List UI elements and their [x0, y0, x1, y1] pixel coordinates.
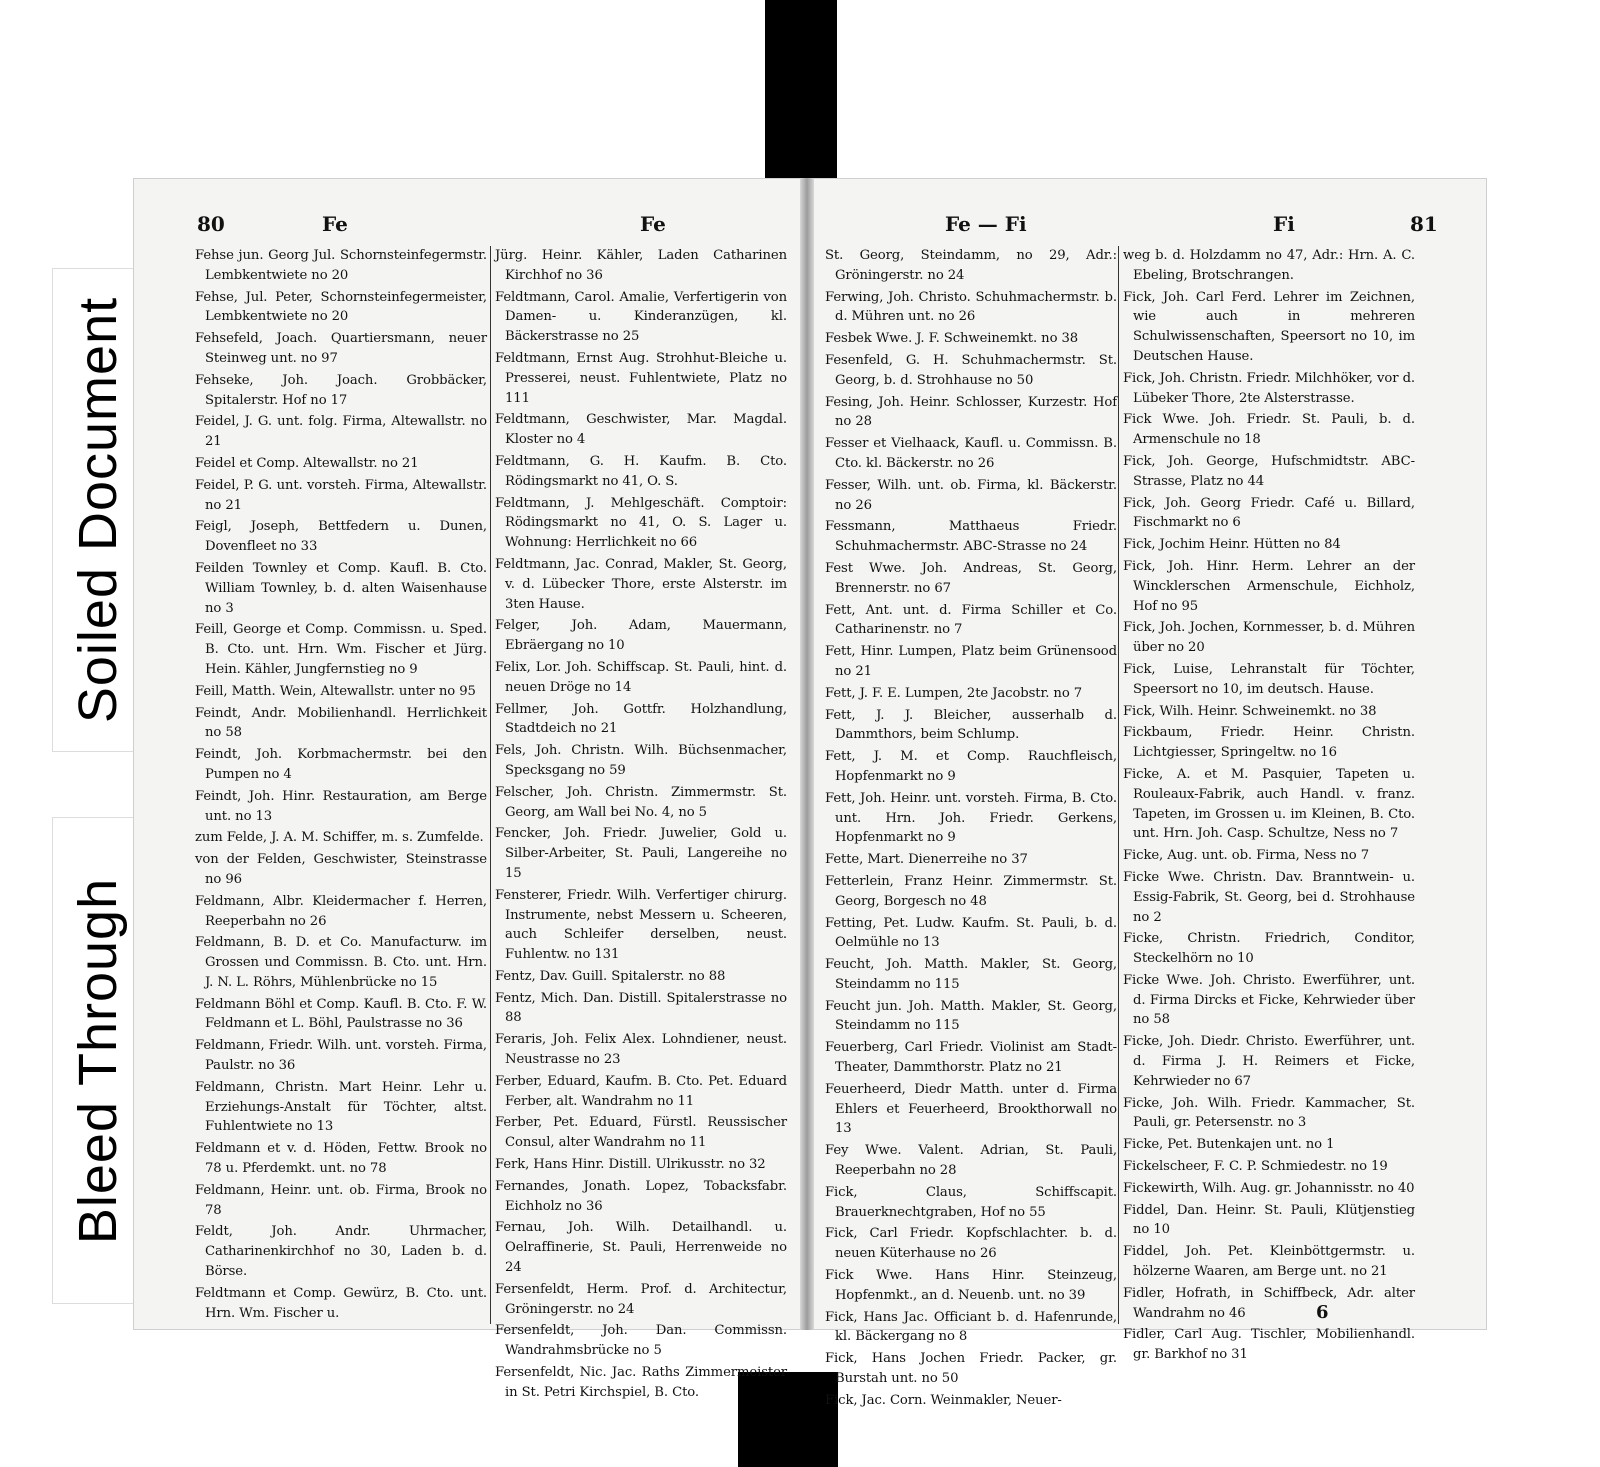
directory-entry: Feldt, Joh. Andr. Uhrmacher, Catharinenkirchhof no 30, Laden b. d. Börse. — [195, 1224, 487, 1280]
directory-entry: Fick, Hans Jochen Friedr. Packer, gr. Burstah unt. no 50 — [825, 1351, 1117, 1387]
directory-entry: Feucht, Joh. Matth. Makler, St. Georg, Steindamm no 115 — [825, 957, 1117, 992]
directory-entry: Feldtmann, Geschwister, Mar. Magdal. Kloster no 4 — [495, 412, 787, 448]
directory-entry: Fencker, Joh. Friedr. Juwelier, Gold u. Silber-Arbeiter, St. Pauli, Langereihe no 15 — [495, 826, 787, 881]
directory-entry: Ficke, Aug. unt. ob. Firma, Ness no 7 — [1123, 848, 1370, 864]
directory-entry: Fett, Ant. unt. d. Firma Schiller et Co. Catharinenstr. no 7 — [825, 602, 1117, 638]
directory-entry: Fick, Joh. Hinr. Herm. Lehrer an der Wincklerschen Armenschule, Eichholz, Hof no 95 — [1123, 558, 1415, 614]
directory-entry: Fernandes, Jonath. Lopez, Tobacksfabr. Eichholz no 36 — [495, 1178, 787, 1214]
directory-entry: Feindt, Andr. Mobilienhandl. Herrlichkeit no 58 — [195, 705, 487, 741]
directory-entry: Fick, Jochim Heinr. Hütten no 84 — [1123, 537, 1341, 553]
directory-entry: Felger, Joh. Adam, Mauermann, Ebräergang no 10 — [495, 618, 787, 654]
directory-entry: Feindt, Joh. Hinr. Restauration, am Berge unt. no 13 — [195, 788, 487, 824]
directory-entry: Fensterer, Friedr. Wilh. Verfertiger chirurg. Instrumente, nebst Messern u. Scheeren, auch Schleifer derselben, neust. Fuhlentw. no 131 — [495, 887, 787, 963]
directory-entry: Feuerheerd, Diedr Matth. unter d. Firma Ehlers et Feuerheerd, Brookthorwall no 13 — [825, 1081, 1117, 1137]
directory-entry: Fickelscheer, F. C. P. Schmiedestr. no 19 — [1123, 1159, 1388, 1175]
right-page-column-2 — [1123, 246, 1415, 1363]
directory-entry: Fiddel, Joh. Pet. Kleinböttgermstr. u. hölzerne Waaren, am Berge unt. no 21 — [1123, 1244, 1415, 1280]
directory-entry: Feldmann et v. d. Höden, Fettw. Brook no 78 u. Pferdemkt. unt. no 78 — [195, 1141, 487, 1177]
directory-entry: Fiddel, Dan. Heinr. St. Pauli, Klütjenstieg no 10 — [1123, 1202, 1415, 1238]
directory-entry: Fersenfeldt, Herm. Prof. d. Architectur, Gröningerstr. no 24 — [495, 1281, 787, 1317]
directory-entry: Fick, Wilh. Heinr. Schweinemkt. no 38 — [1123, 703, 1377, 719]
directory-entry: Feigl, Joseph, Bettfedern u. Dunen, Dovenfleet no 33 — [195, 519, 487, 555]
right-page-number: 81 — [1410, 212, 1438, 236]
directory-entry: Ferwing, Joh. Christo. Schuhmachermstr. b. d. Mühren unt. no 26 — [825, 289, 1117, 325]
directory-entry: Fick, Jac. Corn. Weinmakler, Neuer- — [825, 1392, 1062, 1408]
directory-entry: Ferber, Eduard, Kaufm. B. Cto. Pet. Eduard Ferber, alt. Wandrahm no 11 — [495, 1073, 787, 1109]
directory-entry: Fesenfeld, G. H. Schuhmachermstr. St. Georg, b. d. Strohhause no 50 — [825, 352, 1117, 388]
directory-entry: Feldtmann, J. Mehlgeschäft. Comptoir: Rödingsmarkt no 41, O. S. Lager u. Wohnung: Herrlichkeit no 66 — [495, 495, 787, 551]
directory-entry: Fick, Joh. Georg Friedr. Café u. Billard, Fischmarkt no 6 — [1123, 495, 1415, 531]
directory-entry: Feucht jun. Joh. Matth. Makler, St. Georg, Steindamm no 115 — [825, 998, 1117, 1034]
directory-entry: Feldtmann, Carol. Amalie, Verfertigerin von Damen- u. Kinderanzügen, kl. Bäckerstrasse no 25 — [495, 289, 787, 345]
directory-entry: Feidel, P. G. unt. vorsteh. Firma, Altewallstr. no 21 — [195, 477, 487, 513]
left-page-number: 80 — [197, 212, 225, 236]
directory-entry: Feuerberg, Carl Friedr. Violinist am Stadt-Theater, Dammthorstr. Platz no 21 — [825, 1040, 1117, 1076]
directory-entry: Fentz, Dav. Guill. Spitalerstr. no 88 — [495, 968, 726, 984]
left-page-column-2 — [495, 246, 787, 1400]
soiled-document-label — [52, 268, 144, 752]
directory-entry: Fick, Joh. Christn. Friedr. Milchhöker, vor d. Lübeker Thore, 2te Alsterstrasse. — [1123, 370, 1415, 406]
directory-entry: Ficke, A. et M. Pasquier, Tapeten u. Rouleaux-Fabrik, auch Handl. v. franz. Tapeten, im Grossen u. im Kleinen, B. Cto. unt. Hrn. Joh. Casp. Schultze, Ness no 7 — [1123, 766, 1415, 842]
directory-entry: Fidler, Hofrath, in Schiffbeck, Adr. alter Wandrahm no 46 — [1123, 1285, 1415, 1321]
right-col2-header: Fi — [1273, 212, 1295, 236]
directory-entry: Fett, J. M. et Comp. Rauchfleisch, Hopfenmarkt no 9 — [825, 749, 1117, 784]
bleed-through-label — [52, 817, 144, 1304]
directory-entry: Fey Wwe. Valent. Adrian, St. Pauli, Reeperbahn no 28 — [825, 1143, 1117, 1179]
left-col2-header: Fe — [640, 212, 666, 236]
left-col1-header: Fe — [322, 212, 348, 236]
directory-entry: Fehse jun. Georg Jul. Schornsteinfegermstr. Lembkentwiete no 20 — [195, 248, 487, 283]
directory-entry: Fentz, Mich. Dan. Distill. Spitalerstrasse no 88 — [495, 990, 787, 1026]
directory-entry: Feldmann Böhl et Comp. Kaufl. B. Cto. F. W. Feldmann et L. Böhl, Paulstrasse no 36 — [195, 996, 487, 1032]
directory-entry: Feilden Townley et Comp. Kaufl. B. Cto. William Townley, b. d. alten Waisenhause no 3 — [195, 560, 487, 616]
left-page-column-1 — [195, 246, 487, 1324]
directory-entry: Fick, Joh. George, Hufschmidtstr. ABC-Strasse, Platz no 44 — [1123, 453, 1415, 489]
directory-entry: Feldmann, Heinr. unt. ob. Firma, Brook no 78 — [195, 1182, 487, 1218]
directory-entry: Fehseke, Joh. Joach. Grobbäcker, Spitalerstr. Hof no 17 — [195, 372, 487, 408]
left-column-rule — [490, 246, 491, 1324]
directory-entry: Fick, Luise, Lehranstalt für Töchter, Speersort no 10, im deutsch. Hause. — [1123, 661, 1415, 697]
right-page-column-1 — [825, 246, 1117, 1408]
directory-entry: Fessmann, Matthaeus Friedr. Schuhmachermstr. ABC-Strasse no 24 — [825, 519, 1117, 555]
directory-entry: Feill, George et Comp. Commissn. u. Sped. B. Cto. unt. Hrn. Wm. Fischer et Jürg. Hein. Kähler, Jungfernstieg no 9 — [195, 622, 487, 677]
directory-entry: Ficke, Pet. Butenkajen unt. no 1 — [1123, 1137, 1335, 1153]
right-col1-header: Fe — Fi — [945, 212, 1027, 236]
directory-entry: Feldmann, Friedr. Wilh. unt. vorsteh. Firma, Paulstr. no 36 — [195, 1038, 487, 1074]
bleed-through-text: Bleed Through — [68, 877, 128, 1244]
directory-entry: Fette, Mart. Dienerreihe no 37 — [825, 852, 1028, 868]
directory-entry: Fick, Hans Jac. Officiant b. d. Hafenrunde, kl. Bäckergang no 8 — [825, 1309, 1117, 1345]
directory-entry: Fick, Joh. Carl Ferd. Lehrer im Zeichnen, wie auch in mehreren Schulwissenschaften, Speersort no 10, im Deutschen Hause. — [1123, 289, 1415, 364]
directory-entry: Fidler, Carl Aug. Tischler, Mobilienhandl. gr. Barkhof no 31 — [1123, 1327, 1415, 1363]
binder-clip-top — [765, 0, 837, 180]
signature-mark: 6 — [1316, 1302, 1329, 1323]
directory-entry: Fesser et Vielhaack, Kaufl. u. Commissn. B. Cto. kl. Bäckerstr. no 26 — [825, 436, 1117, 471]
directory-entry: Fick Wwe. Joh. Friedr. St. Pauli, b. d. Armenschule no 18 — [1123, 412, 1415, 448]
directory-entry: Feldtmann et Comp. Gewürz, B. Cto. unt. Hrn. Wm. Fischer u. — [195, 1285, 487, 1321]
directory-entry: Fehse, Jul. Peter, Schornsteinfegermeister, Lembkentwiete no 20 — [195, 289, 487, 325]
directory-entry: zum Felde, J. A. M. Schiffer, m. s. Zumfelde. — [195, 830, 484, 846]
directory-entry: Ferber, Pet. Eduard, Fürstl. Reussischer Consul, alter Wandrahm no 11 — [495, 1115, 787, 1151]
directory-entry: Fett, Hinr. Lumpen, Platz beim Grünensood no 21 — [825, 644, 1117, 679]
directory-entry: Ficke, Joh. Wilh. Friedr. Kammacher, St. Pauli, gr. Petersenstr. no 3 — [1123, 1095, 1415, 1131]
directory-entry: Fest Wwe. Joh. Andreas, St. Georg, Brennerstr. no 67 — [825, 560, 1117, 596]
directory-entry: Ficke, Christn. Friedrich, Conditor, Steckelhörn no 10 — [1123, 931, 1415, 967]
directory-entry: St. Georg, Steindamm, no 29, Adr.: Gröningerstr. no 24 — [825, 248, 1117, 283]
directory-entry: Fesbek Wwe. J. F. Schweinemkt. no 38 — [825, 331, 1079, 347]
directory-entry: Fetterlein, Franz Heinr. Zimmermstr. St. Georg, Borgesch no 48 — [825, 873, 1117, 909]
directory-entry: von der Felden, Geschwister, Steinstrasse no 96 — [195, 852, 487, 887]
directory-entry: Feill, Matth. Wein, Altewallstr. unter no 95 — [195, 683, 476, 699]
directory-entry: Fick, Claus, Schiffscapit. Brauerknechtgraben, Hof no 55 — [825, 1184, 1117, 1220]
directory-entry: Feidel et Comp. Altewallstr. no 21 — [195, 455, 419, 471]
directory-entry: Ficke Wwe. Christn. Dav. Branntwein- u. Essig-Fabrik, St. Georg, bei d. Strohhause no 2 — [1123, 869, 1415, 925]
directory-entry: Feldmann, B. D. et Co. Manufacturw. im Grossen und Commissn. B. Cto. unt. Hrn. J. N. L. Röhrs, Mühlenbrücke no 15 — [195, 935, 487, 990]
directory-entry: Fickbaum, Friedr. Heinr. Christn. Lichtgiesser, Springeltw. no 16 — [1123, 725, 1415, 761]
directory-entry: Fett, Joh. Heinr. unt. vorsteh. Firma, B. Cto. unt. Hrn. Joh. Friedr. Gerkens, Hopfenmarkt no 9 — [825, 790, 1117, 846]
directory-entry: Fehsefeld, Joach. Quartiersmann, neuer Steinweg unt. no 97 — [195, 331, 487, 366]
directory-entry: Fick Wwe. Hans Hinr. Steinzeug, Hopfenmkt., an d. Neuenb. unt. no 39 — [825, 1268, 1117, 1303]
directory-entry: Feldtmann, G. H. Kaufm. B. Cto. Rödingsmarkt no 41, O. S. — [495, 453, 787, 489]
directory-entry: Feldtmann, Jac. Conrad, Makler, St. Georg, v. d. Lübecker Thore, erste Alsterstr. im 3ten Hause. — [495, 556, 787, 612]
directory-entry: Fellmer, Joh. Gottfr. Holzhandlung, Stadtdeich no 21 — [495, 701, 787, 737]
book-gutter — [800, 178, 814, 1330]
directory-entry: Feldmann, Christn. Mart Heinr. Lehr u. Erziehungs-Anstalt für Töchter, altst. Fuhlentwiete no 13 — [195, 1079, 487, 1135]
right-column-rule — [1118, 246, 1119, 1324]
directory-entry: Ficke Wwe. Joh. Christo. Ewerführer, unt. d. Firma Dircks et Ficke, Kehrwieder über no 58 — [1123, 972, 1415, 1028]
directory-entry: Fick, Carl Friedr. Kopfschlachter. b. d. neuen Küterhause no 26 — [825, 1226, 1117, 1262]
directory-entry: Fersenfeldt, Nic. Jac. Raths Zimmermeister in St. Petri Kirchspiel, B. Cto. — [495, 1365, 787, 1400]
soiled-document-text: Soiled Document — [68, 296, 128, 724]
directory-entry: weg b. d. Holzdamm no 47, Adr.: Hrn. A. C. Ebeling, Brotschrangen. — [1123, 248, 1415, 283]
directory-entry: Feldmann, Albr. Kleidermacher f. Herren, Reeperbahn no 26 — [195, 893, 487, 929]
directory-entry: Fernau, Joh. Wilh. Detailhandl. u. Oelraffinerie, St. Pauli, Herrenweide no 24 — [495, 1220, 787, 1276]
directory-entry: Feindt, Joh. Korbmachermstr. bei den Pumpen no 4 — [195, 747, 487, 782]
directory-entry: Fetting, Pet. Ludw. Kaufm. St. Pauli, b. d. Oelmühle no 13 — [825, 915, 1117, 951]
directory-entry: Felix, Lor. Joh. Schiffscap. St. Pauli, hint. d. neuen Dröge no 14 — [495, 659, 787, 695]
directory-entry: Fickewirth, Wilh. Aug. gr. Johannisstr. no 40 — [1123, 1180, 1415, 1196]
directory-entry: Fesser, Wilh. unt. ob. Firma, kl. Bäckerstr. no 26 — [825, 477, 1117, 513]
directory-entry: Fett, J. F. E. Lumpen, 2te Jacobstr. no 7 — [825, 685, 1083, 701]
directory-entry: Felscher, Joh. Christn. Zimmermstr. St. Georg, am Wall bei No. 4, no 5 — [495, 784, 787, 820]
directory-entry: Fick, Joh. Jochen, Kornmesser, b. d. Mühren über no 20 — [1123, 620, 1415, 656]
directory-entry: Feidel, J. G. unt. folg. Firma, Altewallstr. no 21 — [195, 414, 487, 450]
directory-entry: Fett, J. J. Bleicher, ausserhalb d. Dammthors, beim Schlump. — [825, 707, 1117, 743]
directory-entry: Feraris, Joh. Felix Alex. Lohndiener, neust. Neustrasse no 23 — [495, 1032, 787, 1068]
directory-entry: Fels, Joh. Christn. Wilh. Büchsenmacher, Specksgang no 59 — [495, 743, 787, 778]
directory-entry: Ficke, Joh. Diedr. Christo. Ewerführer, unt. d. Firma J. H. Reimers et Ficke, Kehrwieder no 67 — [1123, 1034, 1415, 1089]
directory-entry: Fersenfeldt, Joh. Dan. Commissn. Wandrahmsbrücke no 5 — [495, 1323, 787, 1359]
directory-entry: Jürg. Heinr. Kähler, Laden Catharinen Kirchhof no 36 — [495, 248, 787, 283]
directory-entry: Feldtmann, Ernst Aug. Strohhut-Bleiche u. Presserei, neust. Fuhlentwiete, Platz no 111 — [495, 350, 787, 406]
directory-entry: Ferk, Hans Hinr. Distill. Ulrikusstr. no 32 — [495, 1157, 766, 1173]
directory-entry: Fesing, Joh. Heinr. Schlosser, Kurzestr. Hof no 28 — [825, 394, 1117, 430]
